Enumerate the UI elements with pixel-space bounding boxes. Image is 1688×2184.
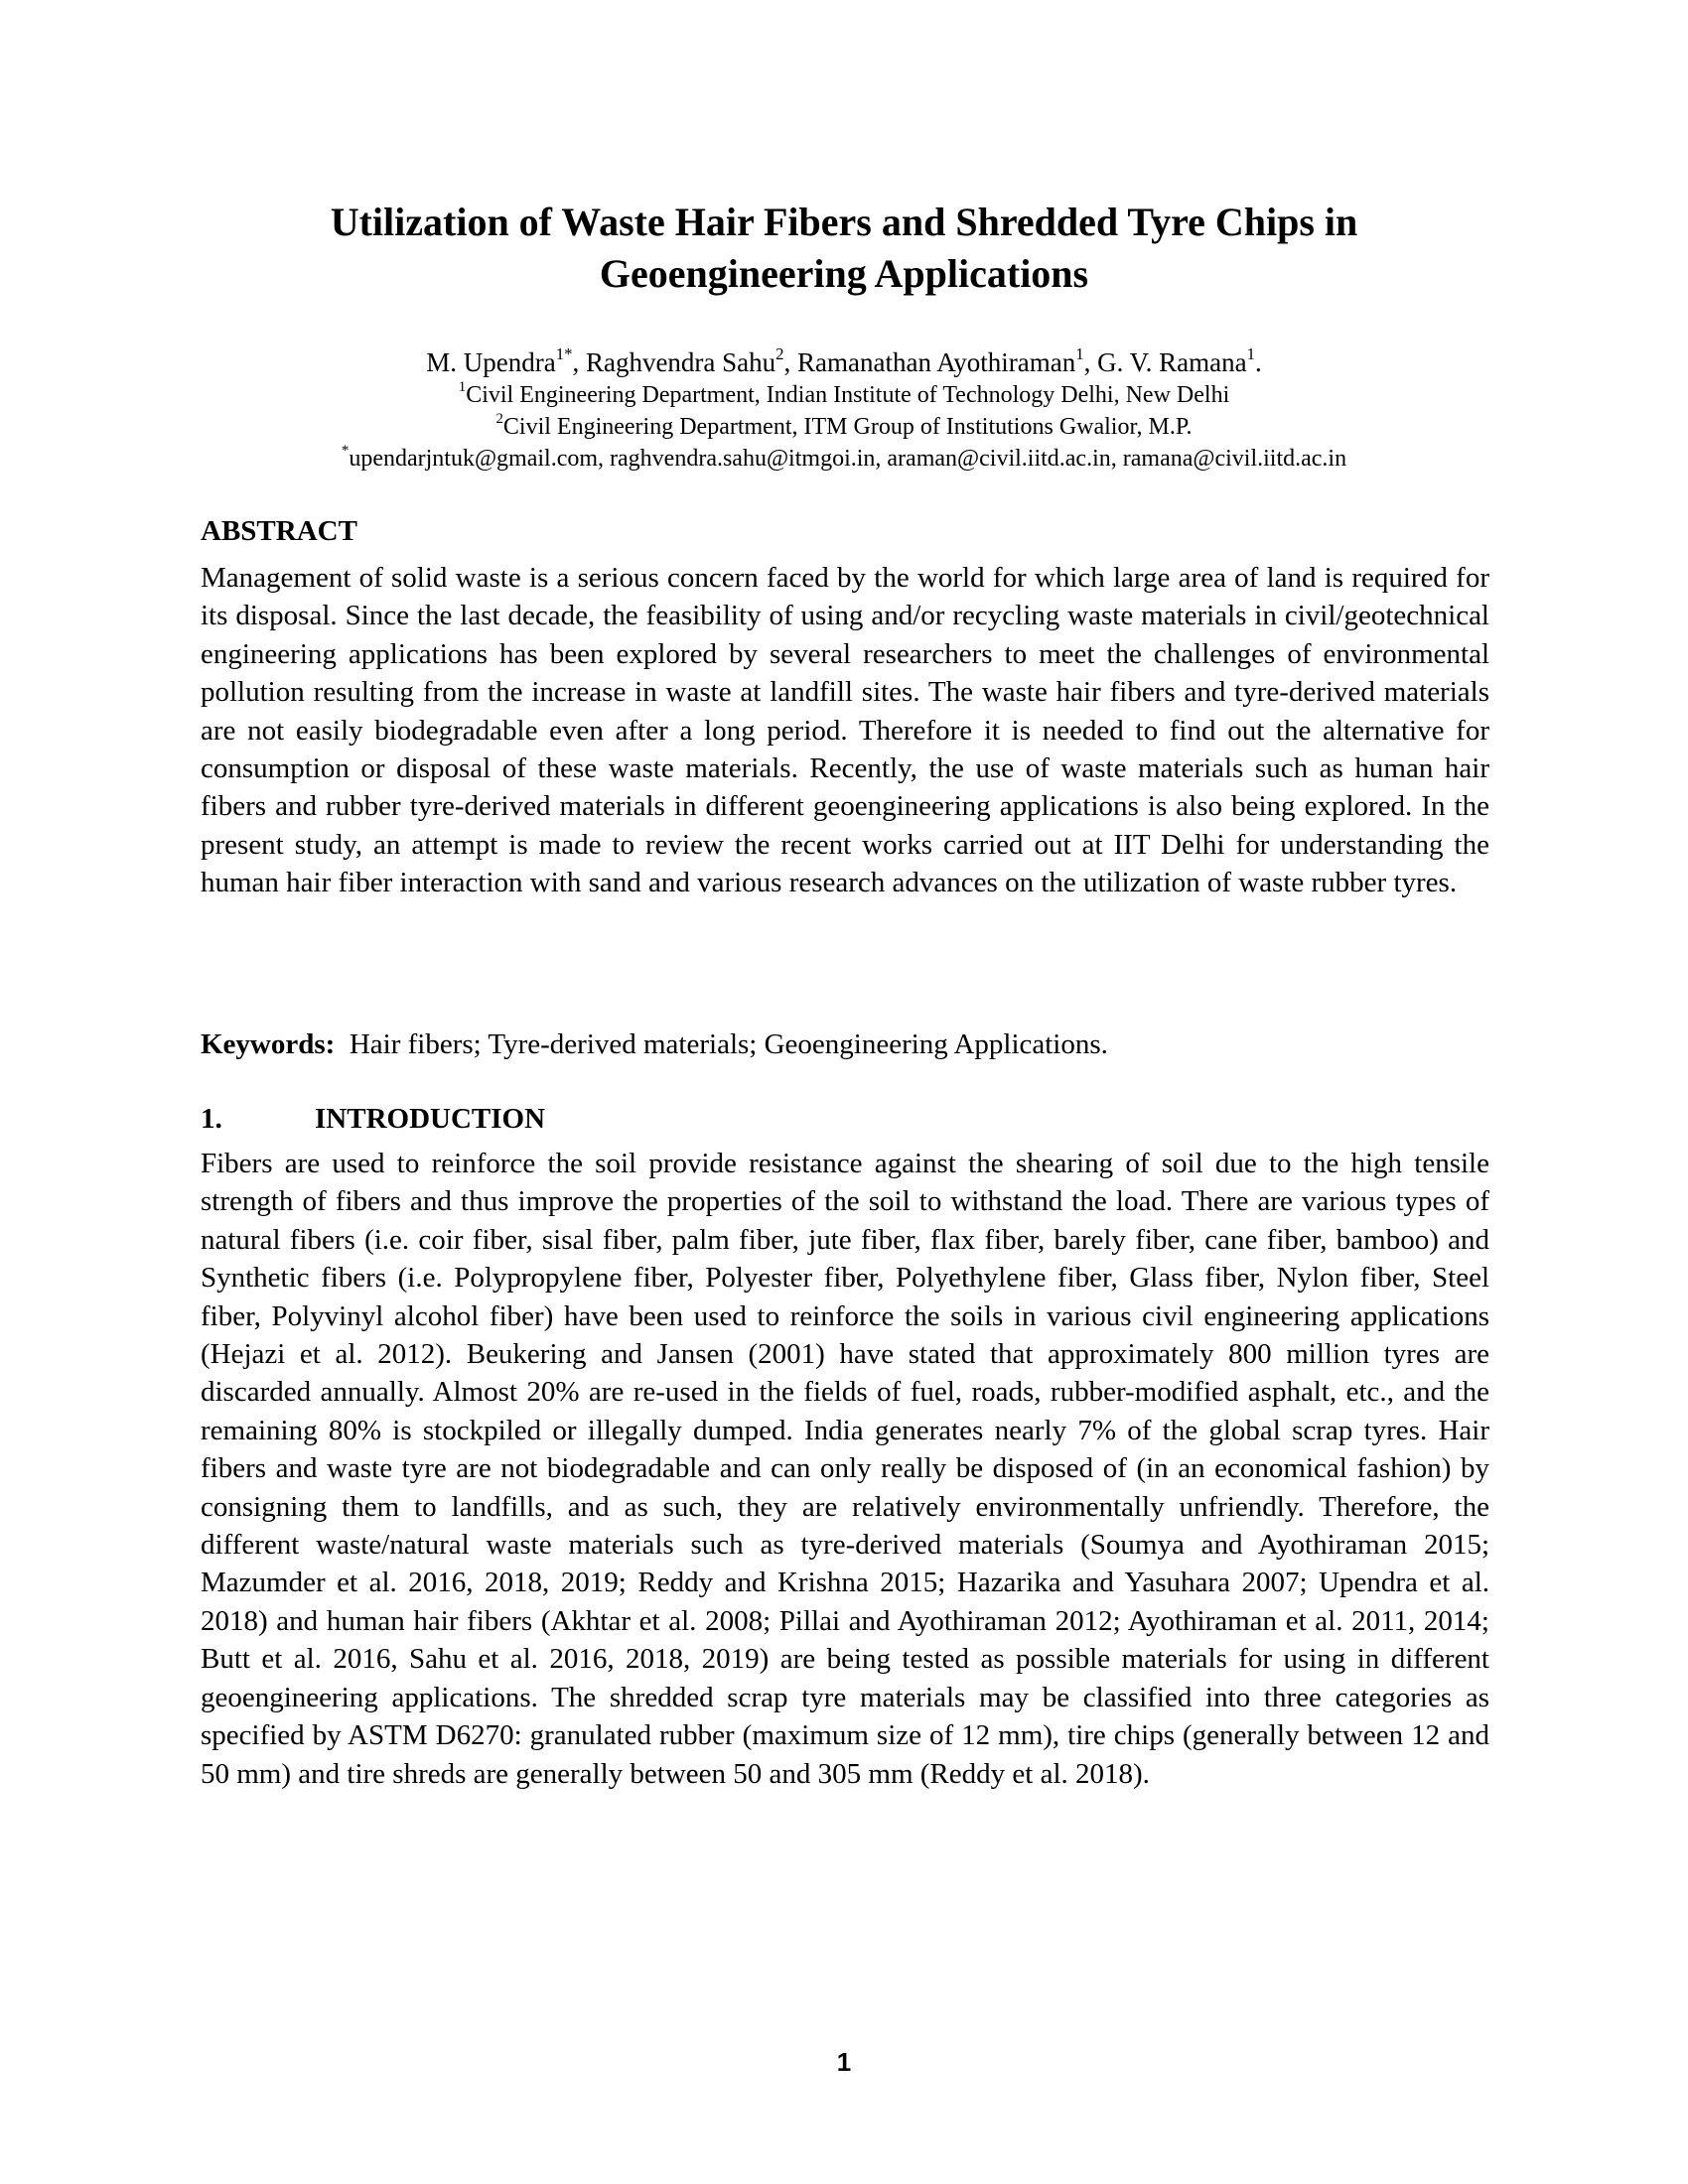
affiliation-marker: 1 bbox=[458, 378, 467, 395]
affiliation-text: Civil Engineering Department, ITM Group of Institutions Gwalior, M.P. bbox=[502, 414, 1193, 440]
author-name: Ramanathan Ayothiraman bbox=[797, 347, 1076, 377]
keywords-line bbox=[201, 1025, 1489, 1063]
affiliation-text: Civil Engineering Department, Indian Institute of Technology Delhi, New Delhi bbox=[466, 382, 1230, 408]
author-affiliation-marker: 2 bbox=[775, 343, 784, 363]
author-block bbox=[149, 345, 1539, 475]
author-affiliation-marker: 1 bbox=[1075, 343, 1084, 363]
introduction-text: Fibers are used to reinforce the soil provide resistance against the shearing of soil due to the high tensile strength of fibers and thus improve the properties of the soil to withstand the load. There are various types of natural fibers (i.e. coir fiber, sisal fiber, palm fiber, jute fiber, flax fiber, barely fiber, cane fiber, bamboo) and Synthetic fibers (i.e. Polypropylene fiber, Polyester fiber, Polyethylene fiber, Glass fiber, Nylon fiber, Steel fiber, Polyvinyl alcohol fiber) have been used to reinforce the soils in various civil engineering applications (Hejazi et al. 2012). Beukering and Jansen (2001) have stated that approximately 800 million tyres are discarded annually. Almost 20% are re-used in the fields of fuel, roads, rubber-modified asphalt, etc., and the remaining 80% is stockpiled or illegally dumped. India generates nearly 7% of the global scrap tyres. Hair fibers and waste tyre are not biodegradable and can only really be disposed of (in an economical fashion) by consigning them to landfills, and as such, they are relatively environmentally unfriendly. Therefore, the different waste/natural waste materials such as tyre-derived materials (Soumya and Ayothiraman 2015; Mazumder et al. 2016, 2018, 2019; Reddy and Krishna 2015; Hazarika and Yasuhara 2007; Upendra et al. 2018) and human hair fibers (Akhtar et al. 2008; Pillai and Ayothiraman 2012; Ayothiraman et al. 2011, 2014; Butt et al. 2016, Sahu et al. 2016, 2018, 2019) are being tested as possible materials for using in different geoengineering applications. The shredded scrap tyre materials may be classified into three categories as specified by ASTM D6270: granulated rubber (maximum size of 12 mm), tire chips (generally between 12 and 50 mm) and tire shreds are generally between 50 and 305 mm (Reddy et al. 2018). bbox=[201, 1148, 1489, 1790]
author-separator: . bbox=[1254, 347, 1262, 377]
paper-title bbox=[199, 197, 1489, 300]
keywords-label: Keywords: bbox=[201, 1028, 336, 1060]
abstract-text: Management of solid waste is a serious concern faced by the world for which large area of land is required for its disposal. Since the last decade, the feasibility of using and/or recycling waste materials in civil/geotechnical engineering applications has been explored by several researchers to meet the challenges of environmental pollution resulting from the increase in waste at landfill sites. The waste hair fibers and tyre-derived materials are not easily biodegradable even after a long period. Therefore it is needed to find out the alternative for consumption or disposal of these waste materials. Recently, the use of waste materials such as human hair fibers and rubber tyre-derived materials in different geoengineering applications is also being explored. In the present study, an attempt is made to review the recent works carried out at IIT Delhi for understanding the human hair fiber interaction with sand and various research advances on the utilization of waste rubber tyres. bbox=[201, 562, 1489, 899]
paper-title-line-1: Utilization of Waste Hair Fibers and Shredded Tyre Chips in bbox=[330, 200, 1358, 244]
page-number: 1 bbox=[836, 2047, 852, 2077]
author-separator: , bbox=[783, 347, 798, 377]
author-name: G. V. Ramana bbox=[1097, 347, 1247, 377]
email-list: upendarjntuk@gmail.com, raghvendra.sahu@itmgoi.in, araman@civil.iitd.ac.in, ramana@civil.iitd.ac.in bbox=[349, 446, 1347, 472]
author-list bbox=[149, 345, 1539, 379]
corresponding-author-marker: * bbox=[341, 442, 350, 459]
author-affiliation-marker: 1* bbox=[555, 343, 573, 363]
introduction-heading bbox=[201, 1102, 545, 1136]
author-name: M. Upendra bbox=[426, 347, 556, 377]
author-affiliation-marker: 1 bbox=[1246, 343, 1255, 363]
author-separator: , bbox=[1083, 347, 1098, 377]
paper-title-line-2: Geoengineering Applications bbox=[599, 251, 1089, 296]
affiliation-line bbox=[149, 379, 1539, 411]
email-line bbox=[149, 443, 1539, 475]
author-separator: , bbox=[572, 347, 586, 377]
affiliation-line bbox=[149, 411, 1539, 443]
abstract-heading: ABSTRACT bbox=[201, 515, 357, 547]
section-title: INTRODUCTION bbox=[315, 1103, 546, 1135]
author-name: Raghvendra Sahu bbox=[585, 347, 776, 377]
section-number: 1. bbox=[201, 1103, 222, 1135]
affiliation-marker: 2 bbox=[495, 410, 503, 427]
keywords-text: Hair fibers; Tyre-derived materials; Geoengineering Applications. bbox=[349, 1028, 1108, 1060]
